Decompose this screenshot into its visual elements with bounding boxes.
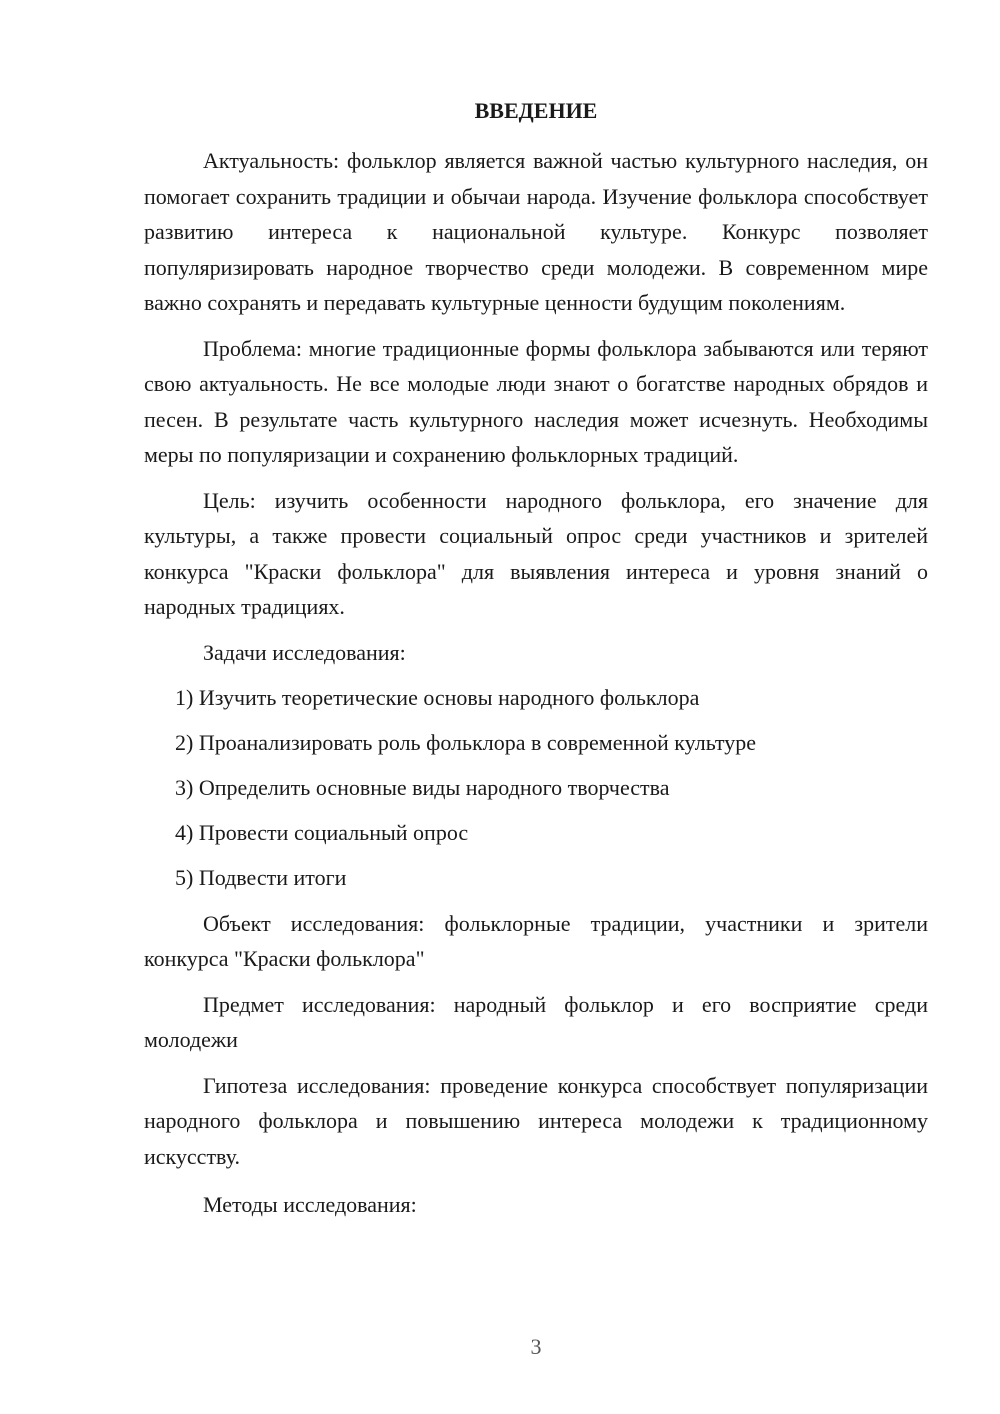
list-item: 4) Провести социальный опрос bbox=[175, 819, 469, 845]
goal-paragraph: Цель: изучить особенности народного фольклора, его значение для культуры, а также провести социальный опрос среди участников и зрителей конкурса "Краски фольклора" для выявления интереса и уровня знаний о народных традициях. bbox=[144, 487, 928, 619]
list-item: 5) Подвести итоги bbox=[175, 864, 347, 890]
tasks-heading: Задачи исследования: bbox=[203, 639, 406, 665]
relevance-paragraph: Актуальность: фольклор является важной частью культурного наследия, он помогает сохранить традиции и обычаи народа. Изучение фольклора способствует развитию интереса к национальной культуре. Конкурс позволяет популяризировать народное творчество среди молодежи. В современном мире важно сохранять и передавать культурные ценности будущим поколениям. bbox=[144, 148, 928, 315]
list-item: 2) Проанализировать роль фольклора в современной культуре bbox=[175, 729, 756, 755]
list-item: 3) Определить основные виды народного творчества bbox=[175, 774, 670, 800]
section-title: ВВЕДЕНИЕ bbox=[474, 98, 598, 123]
subject-paragraph: Предмет исследования: народный фольклор и его восприятие среди молодежи bbox=[144, 991, 928, 1052]
document-page bbox=[144, 96, 928, 1233]
page-number: 3 bbox=[530, 1334, 542, 1359]
list-item: 1) Изучить теоретические основы народного фольклора bbox=[175, 684, 700, 710]
object-paragraph: Объект исследования: фольклорные традиции, участники и зрители конкурса "Краски фольклора" bbox=[144, 910, 928, 971]
problem-paragraph: Проблема: многие традиционные формы фольклора забываются или теряют свою актуальность. Не все молодые люди знают о богатстве народных обрядов и песен. В результате часть культурного наследия может исчезнуть. Необходимы меры по популяризации и сохранению фольклорных традиций. bbox=[144, 335, 928, 467]
tasks-list bbox=[144, 680, 928, 895]
hypothesis-paragraph: Гипотеза исследования: проведение конкурса способствует популяризации народного фольклора и повышению интереса молодежи к традиционному искусству. bbox=[144, 1072, 928, 1169]
methods-heading: Методы исследования: bbox=[203, 1192, 417, 1217]
